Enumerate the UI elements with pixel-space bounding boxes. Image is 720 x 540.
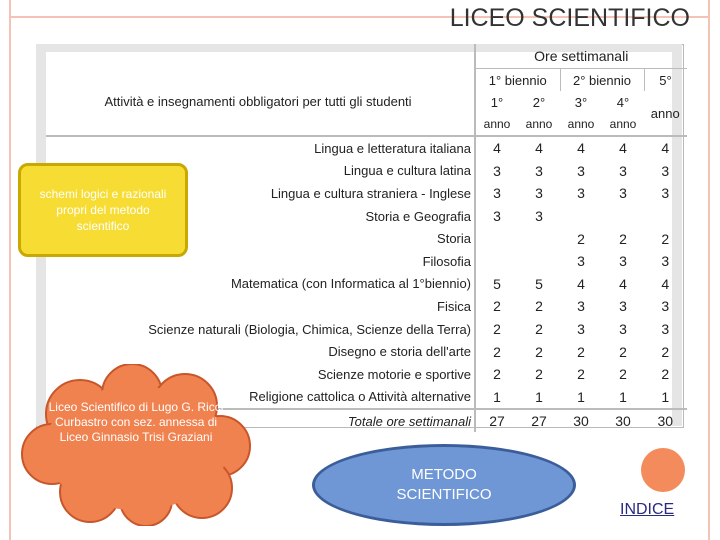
subject-cell: Lingua e cultura straniera - Inglese bbox=[46, 182, 475, 205]
anno-label: anno bbox=[609, 117, 637, 131]
hours-cell: 3 bbox=[577, 253, 585, 270]
hours-cell: 2 bbox=[661, 343, 670, 360]
hours-cell: 2 bbox=[619, 230, 627, 247]
right-frame-line bbox=[708, 0, 710, 540]
year-2-header: 2° bbox=[532, 94, 546, 110]
subject-cell: Filosofia bbox=[46, 250, 475, 273]
school-info-text: Liceo Scientifico di Lugo G. Ricci Curbastro con sez. annessa di Liceo Ginnasio Trisi Graziani bbox=[48, 400, 224, 444]
hours-cell: 3 bbox=[535, 208, 543, 225]
subject-cell: Storia bbox=[46, 227, 475, 250]
hours-cell: 2 bbox=[619, 343, 627, 360]
hours-cell: 2 bbox=[577, 366, 585, 383]
left-frame-line bbox=[9, 0, 11, 540]
hours-cell: 3 bbox=[661, 185, 670, 202]
hours-cell: 1 bbox=[535, 388, 543, 405]
hours-cell bbox=[602, 205, 644, 228]
logic-schemes-text: schemi logici e razionali propri del metodo scientifico bbox=[39, 187, 167, 233]
anno-label: anno bbox=[525, 117, 553, 131]
total-value: 30 bbox=[615, 413, 631, 430]
hours-cell: 2 bbox=[619, 366, 627, 383]
hours-cell: 4 bbox=[661, 275, 670, 292]
subject-cell: Lingua e letteratura italiana bbox=[46, 136, 475, 160]
year-3-header: 3° bbox=[574, 94, 588, 110]
hours-cell: 3 bbox=[661, 162, 670, 179]
accent-circle bbox=[641, 448, 685, 492]
hours-cell: 4 bbox=[661, 140, 670, 157]
total-label: Totale ore settimanali bbox=[46, 409, 475, 432]
hours-cell: 5 bbox=[535, 275, 543, 292]
hours-cell bbox=[518, 227, 560, 250]
hours-cell bbox=[644, 205, 687, 228]
total-value: 27 bbox=[531, 413, 547, 430]
subject-cell: Lingua e cultura latina bbox=[46, 160, 475, 183]
hours-cell: 3 bbox=[493, 185, 501, 202]
hours-cell bbox=[475, 250, 518, 273]
subject-cell: Scienze motorie e sportive bbox=[46, 363, 475, 386]
hours-cell: 1 bbox=[577, 388, 585, 405]
total-value: 30 bbox=[657, 413, 674, 430]
hours-cell: 3 bbox=[577, 162, 585, 179]
subject-cell: Fisica bbox=[46, 295, 475, 318]
biennio2-header: 2° biennio bbox=[560, 69, 644, 92]
subject-cell: Disegno e storia dell'arte bbox=[46, 340, 475, 363]
hours-cell: 2 bbox=[493, 298, 501, 315]
hours-cell: 3 bbox=[661, 253, 670, 270]
hours-cell: 4 bbox=[619, 275, 627, 292]
hours-cell: 3 bbox=[535, 185, 543, 202]
hours-cell: 3 bbox=[661, 321, 670, 338]
hours-cell: 2 bbox=[661, 230, 670, 247]
hours-cell: 2 bbox=[577, 343, 585, 360]
hours-cell: 2 bbox=[493, 321, 501, 338]
hours-cell: 1 bbox=[661, 388, 670, 405]
table-row bbox=[46, 295, 687, 318]
hours-cell: 1 bbox=[619, 388, 627, 405]
page-title: LICEO SCIENTIFICO bbox=[449, 4, 690, 32]
year-1-header: 1° bbox=[490, 94, 504, 110]
subject-cell: Scienze naturali (Biologia, Chimica, Scienze della Terra) bbox=[46, 318, 475, 341]
hours-cell: 3 bbox=[535, 162, 543, 179]
hours-cell: 3 bbox=[619, 162, 627, 179]
total-value: 27 bbox=[489, 413, 505, 430]
hours-cell bbox=[475, 227, 518, 250]
hours-cell: 3 bbox=[661, 298, 670, 315]
hours-cell: 3 bbox=[619, 185, 627, 202]
total-value: 30 bbox=[573, 413, 589, 430]
hours-cell: 2 bbox=[661, 366, 670, 383]
hours-cell: 4 bbox=[577, 275, 585, 292]
hours-cell bbox=[560, 205, 602, 228]
hours-cell: 4 bbox=[577, 140, 585, 157]
hours-cell bbox=[518, 250, 560, 273]
year-5-anno-header: anno bbox=[650, 105, 680, 121]
hours-cell: 3 bbox=[493, 162, 501, 179]
logic-schemes-callout bbox=[18, 163, 188, 257]
hours-cell: 4 bbox=[535, 140, 543, 157]
hours-cell: 3 bbox=[577, 185, 585, 202]
hours-cell: 2 bbox=[535, 298, 543, 315]
hours-cell: 5 bbox=[493, 275, 501, 292]
quinto-header: 5° bbox=[659, 72, 672, 88]
hours-cell: 3 bbox=[619, 298, 627, 315]
hours-cell: 3 bbox=[619, 321, 627, 338]
hours-cell: 2 bbox=[493, 366, 501, 383]
anno-label: anno bbox=[567, 117, 595, 131]
activity-header: Attività e insegnamenti obbligatori per tutti gli studenti bbox=[46, 69, 475, 137]
metodo-label: METODO SCIENTIFICO bbox=[396, 466, 492, 503]
hours-cell: 4 bbox=[493, 140, 501, 157]
hours-cell: 2 bbox=[535, 366, 543, 383]
table-row bbox=[46, 340, 687, 363]
hours-cell: 3 bbox=[619, 253, 627, 270]
table-row bbox=[46, 318, 687, 341]
biennio1-header: 1° biennio bbox=[475, 69, 560, 92]
subject-cell: Religione cattolica o Attività alternative bbox=[46, 386, 475, 410]
metodo-scientifico-button[interactable] bbox=[312, 444, 576, 526]
year-4-header: 4° bbox=[616, 94, 630, 110]
subject-cell: Matematica (con Informatica al 1°biennio) bbox=[46, 273, 475, 296]
hours-cell: 2 bbox=[493, 343, 501, 360]
hours-cell: 3 bbox=[577, 321, 585, 338]
hours-header: Ore settimanali bbox=[475, 44, 687, 69]
table-row bbox=[46, 273, 687, 296]
indice-link[interactable]: INDICE bbox=[620, 501, 675, 518]
hours-cell: 4 bbox=[619, 140, 627, 157]
table-row bbox=[46, 136, 687, 160]
hours-cell: 2 bbox=[577, 230, 585, 247]
anno-label: anno bbox=[483, 117, 511, 131]
hours-cell: 2 bbox=[535, 343, 543, 360]
subject-cell: Storia e Geografia bbox=[46, 205, 475, 228]
hours-cell: 2 bbox=[535, 321, 543, 338]
hours-cell: 1 bbox=[493, 388, 501, 405]
hours-cell: 3 bbox=[493, 208, 501, 225]
cloud-shape bbox=[20, 364, 256, 526]
hours-cell: 3 bbox=[577, 298, 585, 315]
